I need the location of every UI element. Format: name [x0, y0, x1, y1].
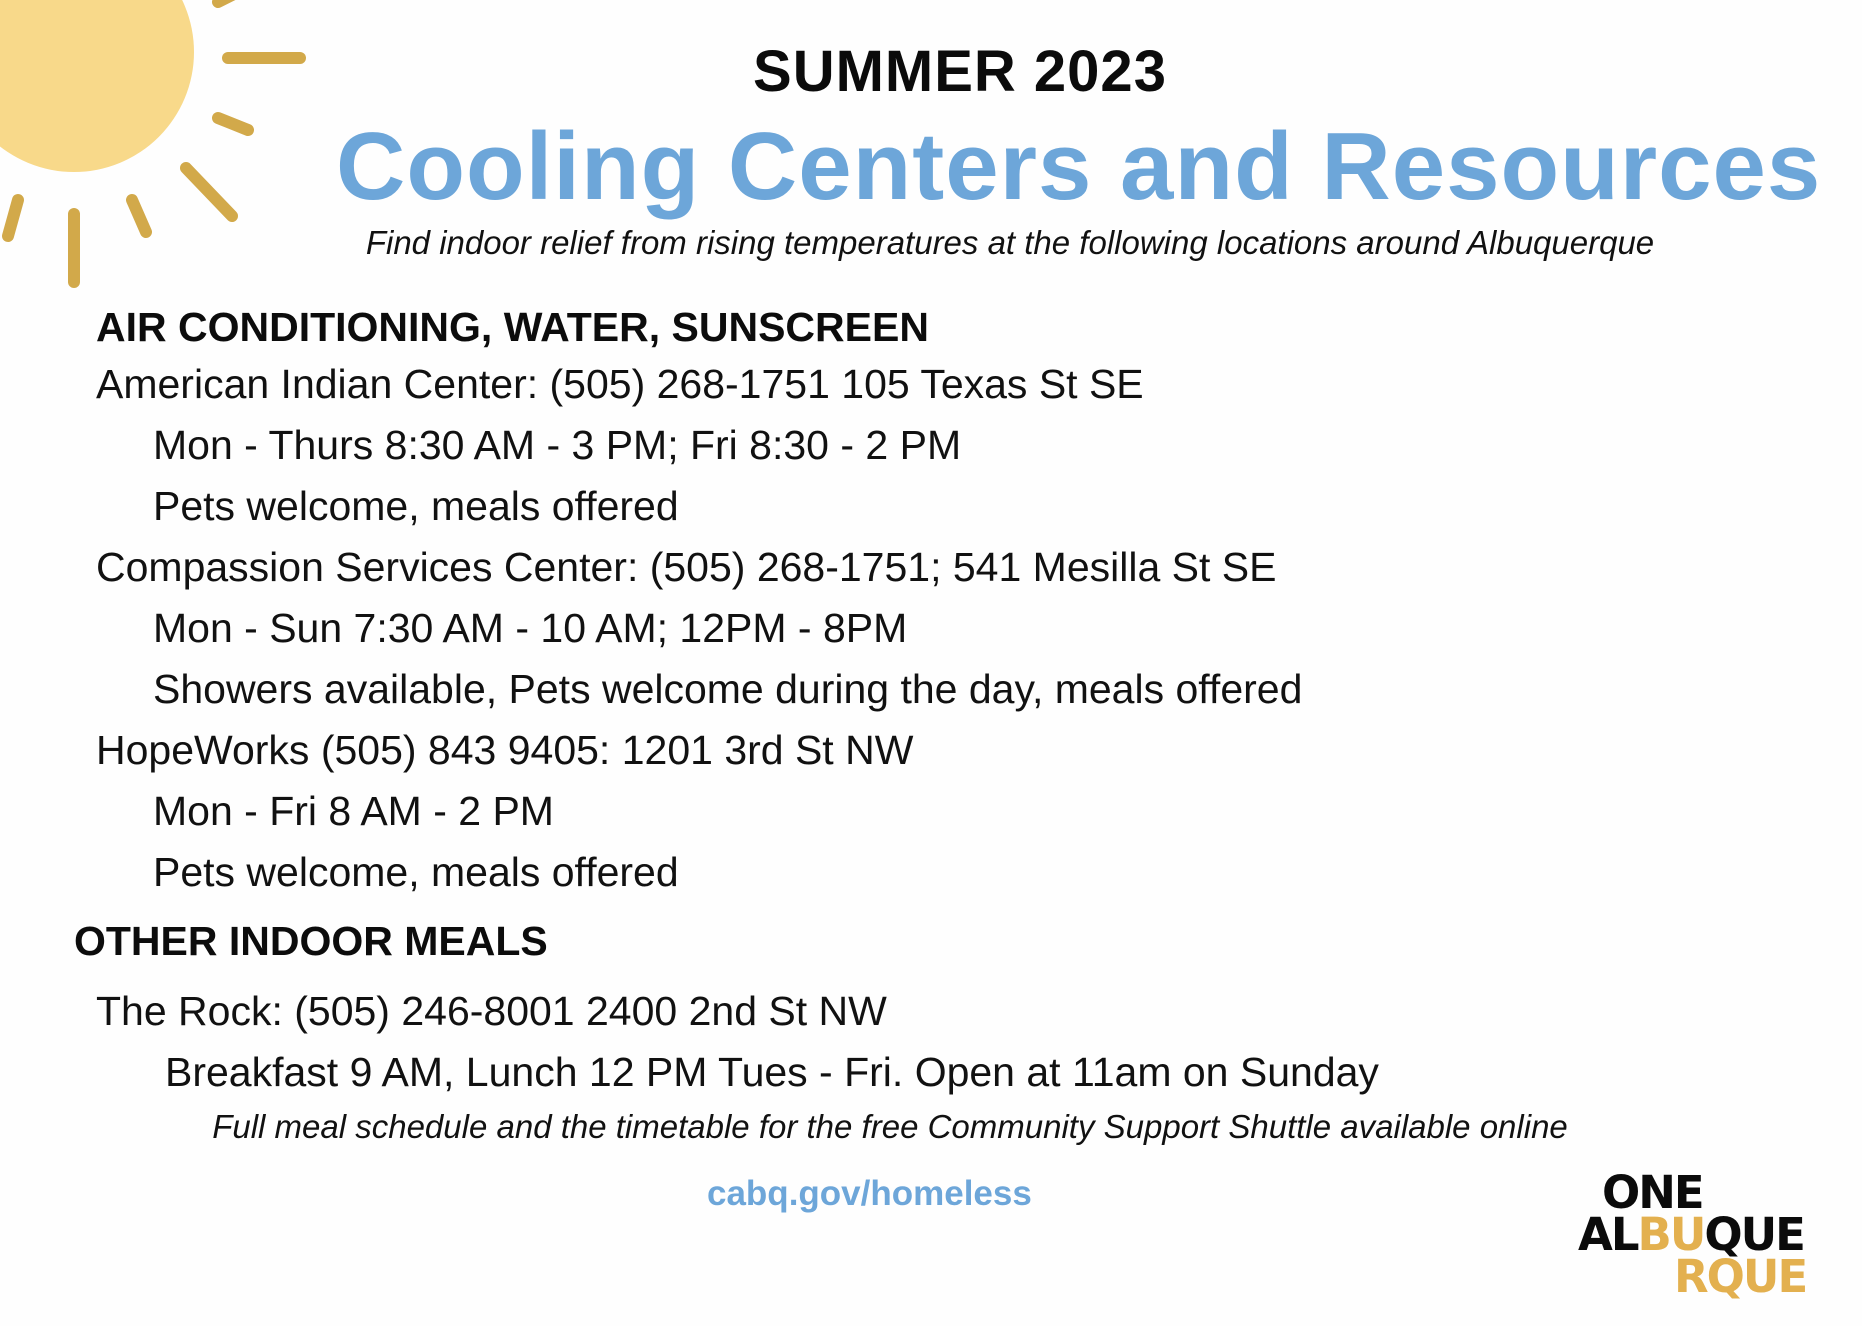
center-hours: Mon - Sun 7:30 AM - 10 AM; 12PM - 8PM	[153, 605, 908, 651]
center-name-line: Compassion Services Center: (505) 268-1751; 541 Mesilla St SE	[96, 544, 1277, 590]
section-heading-air-conditioning: AIR CONDITIONING, WATER, SUNSCREEN	[96, 304, 929, 350]
logo-line-one: ONE	[1602, 1166, 1703, 1219]
logo-line-two-a: AL	[1578, 1208, 1638, 1261]
homeless-resources-link[interactable]: cabq.gov/homeless	[707, 1174, 1032, 1213]
season-heading: SUMMER 2023	[753, 39, 1167, 104]
meal-site-hours: Breakfast 9 AM, Lunch 12 PM Tues - Fri. Open at 11am on Sunday	[165, 1049, 1379, 1095]
logo-line-three: RQUE	[1674, 1250, 1807, 1303]
logo-line-two-c: QUE	[1704, 1208, 1804, 1261]
section-heading-other-meals: OTHER INDOOR MEALS	[74, 918, 548, 964]
center-details: Showers available, Pets welcome during the day, meals offered	[153, 666, 1303, 712]
one-albuquerque-logo	[1578, 1166, 1818, 1303]
logo-line-two-b: BU	[1637, 1208, 1705, 1261]
page-subtitle: Find indoor relief from rising temperatures at the following locations around Albuquerque	[365, 224, 1655, 261]
center-hours: Mon - Thurs 8:30 AM - 3 PM; Fri 8:30 - 2 PM	[153, 422, 962, 468]
page-title: Cooling Centers and Resources	[336, 113, 1822, 220]
footer-note: Full meal schedule and the timetable for the free Community Support Shuttle available online	[212, 1108, 1568, 1145]
center-details: Pets welcome, meals offered	[153, 849, 679, 895]
center-hours: Mon - Fri 8 AM - 2 PM	[153, 788, 554, 834]
meal-site-name-line: The Rock: (505) 246-8001 2400 2nd St NW	[96, 988, 887, 1034]
center-name-line: HopeWorks (505) 843 9405: 1201 3rd St NW	[96, 727, 914, 773]
center-details: Pets welcome, meals offered	[153, 483, 679, 529]
center-name-line: American Indian Center: (505) 268-1751 105 Texas St SE	[96, 361, 1144, 407]
